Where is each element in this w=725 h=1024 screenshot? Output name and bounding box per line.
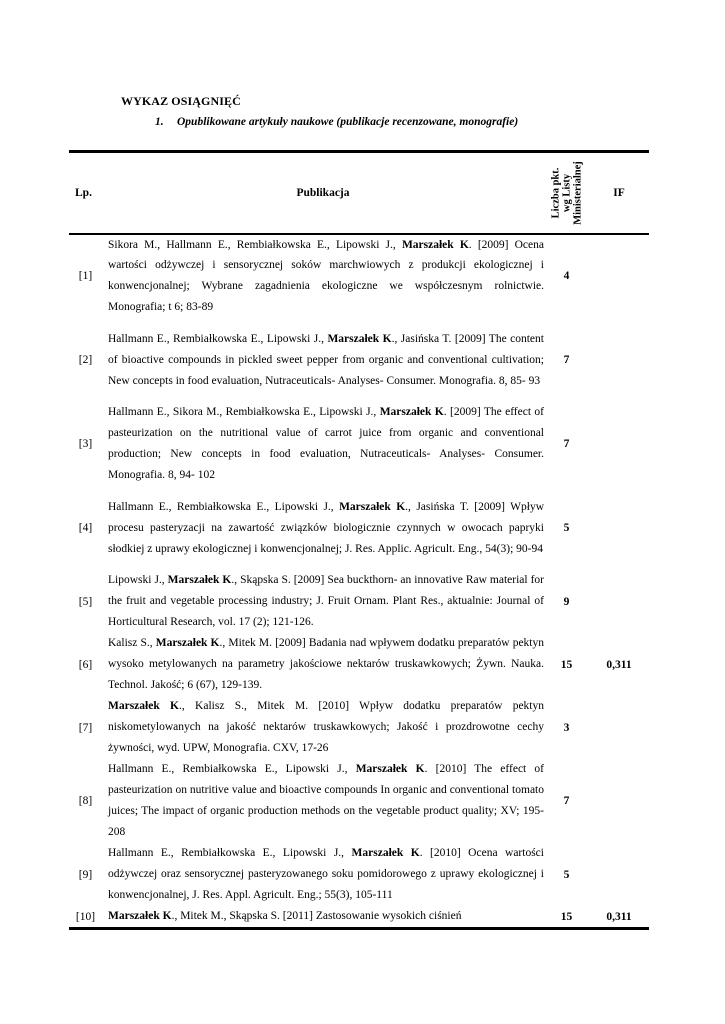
citation-highlighted-author: Marszałek K [108, 700, 179, 713]
citation-authors-before: Sikora M., Hallmann E., Rembiałkowska E., Lipowski J., [108, 238, 402, 251]
header-if: IF [589, 152, 649, 234]
ministry-points: 5 [563, 522, 570, 535]
citation-highlighted-author: Marszałek K [327, 332, 392, 345]
citation-highlighted-author: Marszałek K [155, 637, 220, 650]
row-number: [5] [78, 595, 93, 608]
header-points-line2: wg Listy [561, 173, 572, 212]
citation-authors-before: Hallmann E., Rembiałkowska E., Lipowski J., [108, 847, 352, 860]
header-points [544, 152, 589, 234]
page-heading: WYKAZ OSIĄGNIĘĆ [121, 94, 241, 108]
ministry-points: 5 [563, 868, 570, 881]
impact-factor [589, 759, 649, 843]
citation-highlighted-author: Marszałek K [167, 574, 232, 587]
ministry-points: 15 [560, 658, 573, 671]
publication-citation [102, 759, 544, 843]
citation-rest: ., Mitek M. [2009] Badania nad wpływem dodatku preparatów pektyn wysoko metylowanych na parametry jakościowe nektarów truskawkowych; Żywn. Nauka. Technol. Jakość; 6 (67), 129-139. [108, 637, 545, 692]
publication-citation [102, 906, 544, 928]
table-row [69, 402, 649, 486]
row-number: [2] [78, 354, 93, 367]
row-number: [3] [78, 438, 93, 451]
header-points-line3: Ministerialnej [572, 160, 583, 225]
header-publication: Publikacja [102, 152, 544, 234]
table-row [69, 570, 649, 633]
row-number: [7] [78, 721, 93, 734]
publication-citation [102, 402, 544, 486]
impact-factor [589, 486, 649, 570]
impact-factor [589, 843, 649, 906]
row-number: [6] [78, 658, 93, 671]
publication-citation [102, 486, 544, 570]
row-number: [10] [69, 906, 102, 928]
publications-table [69, 150, 649, 930]
impact-factor: 0,311 [606, 658, 632, 671]
section-title: Opublikowane artykuły naukowe (publikacje recenzowane, monografie) [177, 116, 519, 128]
table-row [69, 318, 649, 402]
impact-factor [589, 402, 649, 486]
citation-rest: . [2010] The effect of pasteurization on nutritive value and bioactive compounds In organic and conventional tomato juices; The impact of organic production methods on the vegetable product quality; XV; 195-208 [108, 763, 544, 839]
impact-factor: 0,311 [589, 906, 649, 928]
citation-rest: ., Kalisz S., Mitek M. [2010] Wpływ dodatku preparatów pektyn niskometylowanych na jakość nektarów truskawkowych; Jakość i prozdrowotne cechy żywności, wyd. UPW, Monografia. CXV, 17-26 [108, 700, 544, 755]
citation-highlighted-author: Marszałek K [401, 238, 469, 251]
header-lp: Lp. [69, 152, 102, 234]
ministry-points: 7 [563, 354, 570, 367]
table-row [69, 234, 649, 319]
citation-highlighted-author: Marszałek K [339, 500, 406, 513]
citation-authors-before: Hallmann E., Rembiałkowska E., Lipowski J., [108, 332, 328, 345]
table-row [69, 906, 649, 928]
citation-rest: ., Jasińska T. [2009] The content of bioactive compounds in pickled sweet pepper from organic and conventional cultivation; New concepts in food evaluation, Nutraceuticals- Analyses- Consumer. Monografia. 8, 85- 93 [108, 332, 544, 387]
row-number: [9] [78, 868, 93, 881]
table-row [69, 696, 649, 759]
ministry-points: 3 [563, 721, 570, 734]
publication-citation [102, 843, 544, 906]
impact-factor [589, 570, 649, 633]
ministry-points: 4 [563, 270, 570, 283]
ministry-points: 7 [563, 438, 570, 451]
row-number: [1] [78, 270, 93, 283]
citation-rest: ., Skąpska S. [2009] Sea buckthorn- an innovative Raw material for the fruit and vegetable processing industry; J. Fruit Ornam. Plant Res., aktualnie: Journal of Horticultural Research, vol. 17 (2); 121-126. [108, 574, 544, 629]
ministry-points: 9 [563, 595, 570, 608]
citation-authors-before: Hallmann E., Sikora M., Rembiałkowska E., Lipowski J., [108, 406, 380, 419]
publication-citation [102, 318, 544, 402]
table-header-row [69, 152, 649, 234]
table-row [69, 486, 649, 570]
section-heading [155, 116, 518, 128]
citation-rest: . [2009] Ocena wartości odżywczej i sensorycznej soków marchwiowych z produkcji ekologicznej i konwencjonalnej; Wybrane zagadnienia ekologiczne we współczesnym rolnictwie. Monografia; t 6; 83-89 [108, 238, 544, 314]
citation-highlighted-author: Marszałek K [108, 910, 172, 923]
citation-authors-before: Hallmann E., Rembiałkowska E., Lipowski J., [108, 763, 356, 776]
ministry-points: 15 [544, 906, 589, 928]
ministry-points: 7 [563, 795, 570, 808]
citation-highlighted-author: Marszałek K [379, 406, 444, 419]
citation-highlighted-author: Marszałek K [351, 847, 420, 860]
citation-authors-before: Hallmann E., Rembiałkowska E., Lipowski J., [108, 500, 340, 513]
impact-factor [589, 234, 649, 319]
citation-authors-before: Kalisz S., [108, 637, 156, 650]
citation-rest: . [2009] The effect of pasteurization on the nutritional value of carrot juice from organic and conventional production; New concepts in food evaluation, Nutraceuticals- Analyses- Consumer. Monografia. 8, 94- 102 [108, 406, 544, 482]
citation-rest: ., Mitek M., Skąpska S. [2011] Zastosowanie wysokich ciśnień [171, 910, 462, 923]
table-row [69, 759, 649, 843]
citation-highlighted-author: Marszałek K [355, 763, 425, 776]
impact-factor [589, 696, 649, 759]
publication-citation [102, 633, 544, 696]
publication-citation [102, 570, 544, 633]
table-row [69, 633, 649, 696]
header-points-line1: Liczba pkt. [550, 167, 561, 219]
table-row [69, 843, 649, 906]
citation-rest: . [2010] Ocena wartości odżywczej oraz sensorycznej pasteryzowanego soku pomidorowego z uprawy ekologicznej i konwencjonalnej, J. Res. Appl. Agricult. Eng.; 55(3), 105-111 [108, 847, 544, 902]
row-number: [8] [78, 795, 93, 808]
row-number: [4] [78, 522, 93, 535]
citation-rest: ., Jasińska T. [2009] Wpływ procesu pasteryzacji na zawartość związków biologicznie czynnych w owocach papryki słodkiej z uprawy ekologicznej i konwencjonalnej; J. Res. Applic. Agricult. Eng., 54(3); 90-94 [108, 500, 544, 555]
publication-citation [102, 234, 544, 319]
publication-citation [102, 696, 544, 759]
section-number: 1. [155, 116, 164, 128]
citation-authors-before: Lipowski J., [108, 574, 168, 587]
impact-factor [589, 318, 649, 402]
